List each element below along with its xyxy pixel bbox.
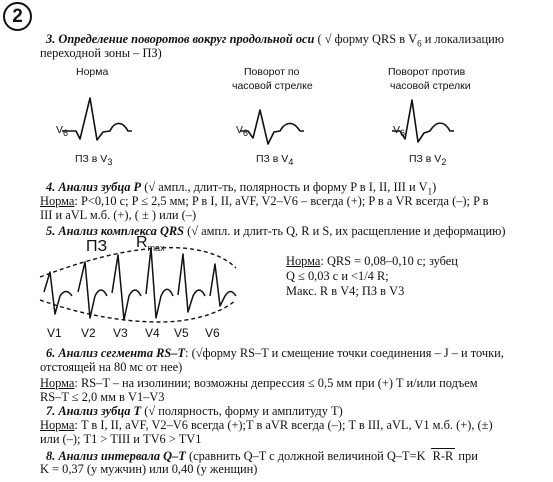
section-4-line-3: III и aVL м.б. (+), ( ± ) или (–) [40, 208, 197, 222]
ecg-v6-complex [210, 264, 236, 306]
section-7-line-1 [46, 404, 343, 419]
lead-label-v5: V5 [174, 326, 189, 340]
section-4-rest-end: ) [432, 180, 437, 194]
ecg-cw-caption-1: Поворот по [244, 66, 300, 78]
rmax-label [136, 234, 165, 253]
norm-label: Норма [40, 194, 75, 208]
section-5-rest: (√ ампл. и длит-ть Q, R и S, их расщепление и деформацию) [184, 224, 506, 238]
sub: 1 [427, 186, 433, 197]
section-5-norm-3: Макс. R в V4; ПЗ в V3 [286, 284, 405, 298]
norm-label: Норма [40, 376, 75, 390]
section-3-rest-2: и локализацию [421, 32, 504, 46]
sub: 6 [400, 128, 406, 139]
ecg-v1-complex [44, 272, 72, 314]
section-7-line-3: или (–); T1 > TIII и TV6 > TV1 [40, 432, 202, 446]
ecg-v4-complex [146, 248, 173, 318]
ecg-ccw-caption-2: часовой стрелки [390, 80, 471, 92]
sub: 6 [243, 128, 249, 139]
section-4-rest: (√ ампл., длит-ть, полярность и форму P в I, II, III и V [141, 180, 428, 194]
pz-label: ПЗ [86, 238, 108, 255]
ecg-v3-complex [112, 255, 141, 320]
ecg-cw-caption-2: часовой стрелке [232, 80, 313, 92]
sub: 6 [417, 38, 422, 49]
section-8-line-2: K = 0,37 (у мужчин) или 0,40 (у женщин) [40, 462, 258, 476]
sub: 6 [63, 128, 69, 139]
lead-label-v2: V2 [81, 326, 96, 340]
norm-label: Норма [40, 418, 75, 432]
ecg-v5-complex [178, 254, 205, 312]
section-6-rest: : (√форму RS–T и смещение точки соединения – J – и точки, [185, 346, 504, 360]
section-6-line-3 [40, 376, 478, 391]
section-5-norm-1 [286, 254, 458, 269]
sub: 3 [107, 157, 113, 168]
section-3-rest-1: ( √ форму QRS в V [317, 32, 418, 46]
section-7-line-2 [40, 418, 493, 433]
section-3-line-2: переходной зоны – ПЗ) [40, 46, 162, 60]
lead-letter: V [393, 124, 401, 136]
pz-text: ПЗ в V [409, 153, 442, 165]
t-norm-text: : T в I, II, aVF, V2–V6 всегда (+);T в aVR всегда (–); T в III, aVL, V1 м.б. (+), (±) [74, 418, 493, 432]
ecg-ccw-caption-1: Поворот против [388, 66, 466, 78]
lead-label-v3: V3 [113, 326, 128, 340]
section-7-rest: (√ полярность, форму и амплитуду T) [141, 404, 343, 418]
sqrt-radicand: R-R [432, 449, 454, 463]
section-number-badge: 2 [3, 2, 32, 31]
norm-label: Норма [286, 254, 321, 268]
lead-letter: V [56, 124, 64, 136]
lead-label-v4: V4 [145, 326, 160, 340]
sub: max [147, 243, 165, 254]
lead-label-v6: V6 [205, 326, 220, 340]
lower-envelope [40, 300, 236, 322]
section-5-title: 5. Анализ комплекса QRS [46, 224, 185, 238]
pz-text: ПЗ в V [75, 153, 108, 165]
section-3-title: 3. Определение поворотов вокруг продольной оси [46, 32, 315, 46]
ecg-norm-caption: Норма [76, 66, 109, 78]
rmax-letter: R [136, 234, 148, 251]
section-8-tail: при [458, 449, 478, 463]
sub: 2 [441, 157, 447, 168]
lead-letter: V [236, 124, 244, 136]
qrs-norm-text: : QRS = 0,08–0,10 с; зубец [320, 254, 458, 268]
section-8-title: 8. Анализ интервала Q–T [46, 449, 186, 463]
rst-norm-text: : RS–T – на изолинии; возможны депрессия ≤ 0,5 мм при (+) T и/или подъем [74, 376, 478, 390]
pz-text: ПЗ в V [256, 153, 289, 165]
sub: 4 [288, 157, 294, 168]
section-6-line-4: RS–T ≤ 2,0 мм в V1–V3 [40, 390, 165, 404]
lead-label-v1: V1 [47, 326, 62, 340]
section-4-norm-1: : P<0,10 c; P ≤ 2,5 мм; P в I, II, aVF, V2–V6 – всегда (+); P в а VR всегда (–); P в [74, 194, 489, 208]
ecg-v2-complex [78, 262, 107, 318]
section-5-norm-2: Q ≤ 0,03 с и <1/4 R; [286, 269, 389, 283]
section-7-title: 7. Анализ зубца T [46, 404, 142, 418]
section-6-line-2: отстоящей на 80 мс от нее) [40, 360, 183, 374]
section-6-title: 6. Анализ сегмента RS–T [46, 346, 186, 360]
section-4-title: 4. Анализ зубца P [46, 180, 142, 194]
section-6-line-1 [46, 346, 504, 361]
section-8-rest: (сравнить Q–T с должной величиной Q–T=K [185, 449, 426, 463]
